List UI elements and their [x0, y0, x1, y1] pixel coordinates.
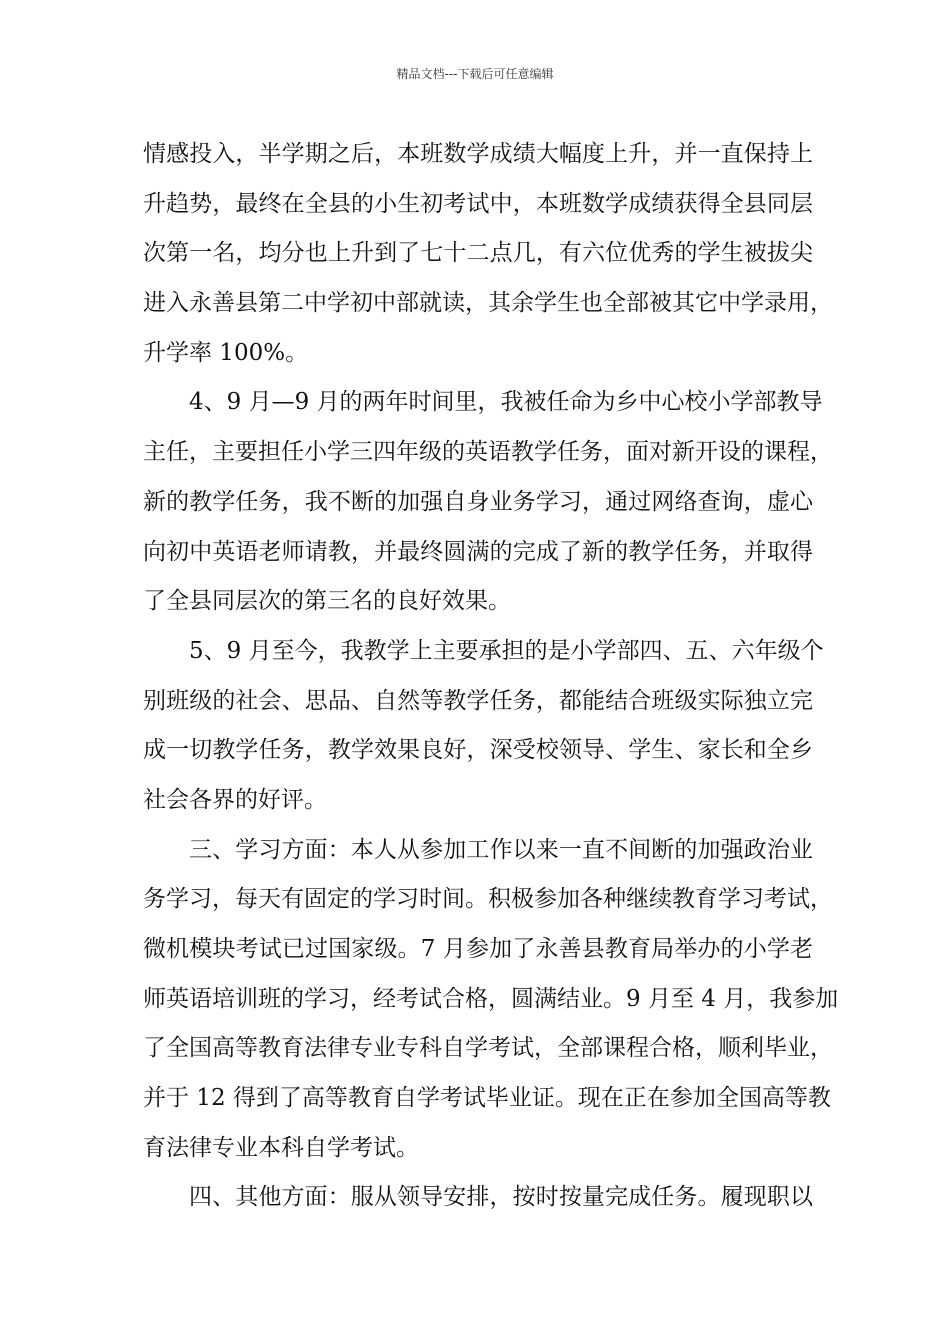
- text-line: 务学习，每天有固定的学习时间。积极参加各种继续教育学习考试，: [143, 886, 833, 913]
- text-line: 育法律专业本科自学考试。: [143, 1134, 419, 1161]
- text-line: 进入永善县第二中学初中部就读，其余学生也全部被其它中学录用，: [143, 290, 833, 317]
- text-line: 情感投入，半学期之后，本班数学成绩大幅度上升，并一直保持上: [143, 141, 813, 167]
- text-line: 师英语培训班的学习，经考试合格，圆满结业。9 月至 4 月，我参加: [143, 985, 839, 1012]
- text-line: 5、9 月至今，我教学上主要承担的是小学部四、五、六年级个: [189, 637, 824, 664]
- text-line: 四、其他方面：服从领导安排，按时按量完成任务。履现职以: [189, 1184, 813, 1211]
- text-line: 4、9 月—9 月的两年时间里，我被任命为乡中心校小学部教导: [189, 389, 823, 416]
- text-line: 了全县同层次的第三名的良好效果。: [143, 588, 511, 615]
- text-line: 了全国高等教育法律专业专科自学考试，全部课程合格，顺利毕业，: [143, 1035, 833, 1062]
- text-line: 并于 12 得到了高等教育自学考试毕业证。现在正在参加全国高等教: [143, 1085, 831, 1112]
- text-line: 主任，主要担任小学三四年级的英语教学任务，面对新开设的课程，: [143, 439, 833, 466]
- text-line: 三、学习方面：本人从参加工作以来一直不间断的加强政治业: [189, 836, 813, 863]
- document-body: [143, 130, 839, 1223]
- text-line: 次第一名，均分也上升到了七十二点几，有六位优秀的学生被拔尖: [143, 240, 813, 267]
- text-line: 新的教学任务，我不断的加强自身业务学习，通过网络查询，虚心: [143, 488, 813, 515]
- text-line: 别班级的社会、思品、自然等教学任务，都能结合班级实际独立完: [143, 687, 813, 714]
- text-line: 升趋势，最终在全县的小生初考试中，本班数学成绩获得全县同层: [143, 190, 813, 217]
- text-line: 升学率 100%。: [143, 339, 309, 366]
- text-line: 社会各界的好评。: [143, 786, 327, 813]
- text-line: 微机模块考试已过国家级。7 月参加了永善县教育局举办的小学老: [143, 936, 813, 962]
- text-line: 向初中英语老师请教，并最终圆满的完成了新的教学任务，并取得: [143, 538, 813, 565]
- text-line: 成一切教学任务，教学效果良好，深受校领导、学生、家长和全乡: [143, 737, 813, 764]
- page-header: 精品文档---下载后可任意编辑: [396, 67, 554, 81]
